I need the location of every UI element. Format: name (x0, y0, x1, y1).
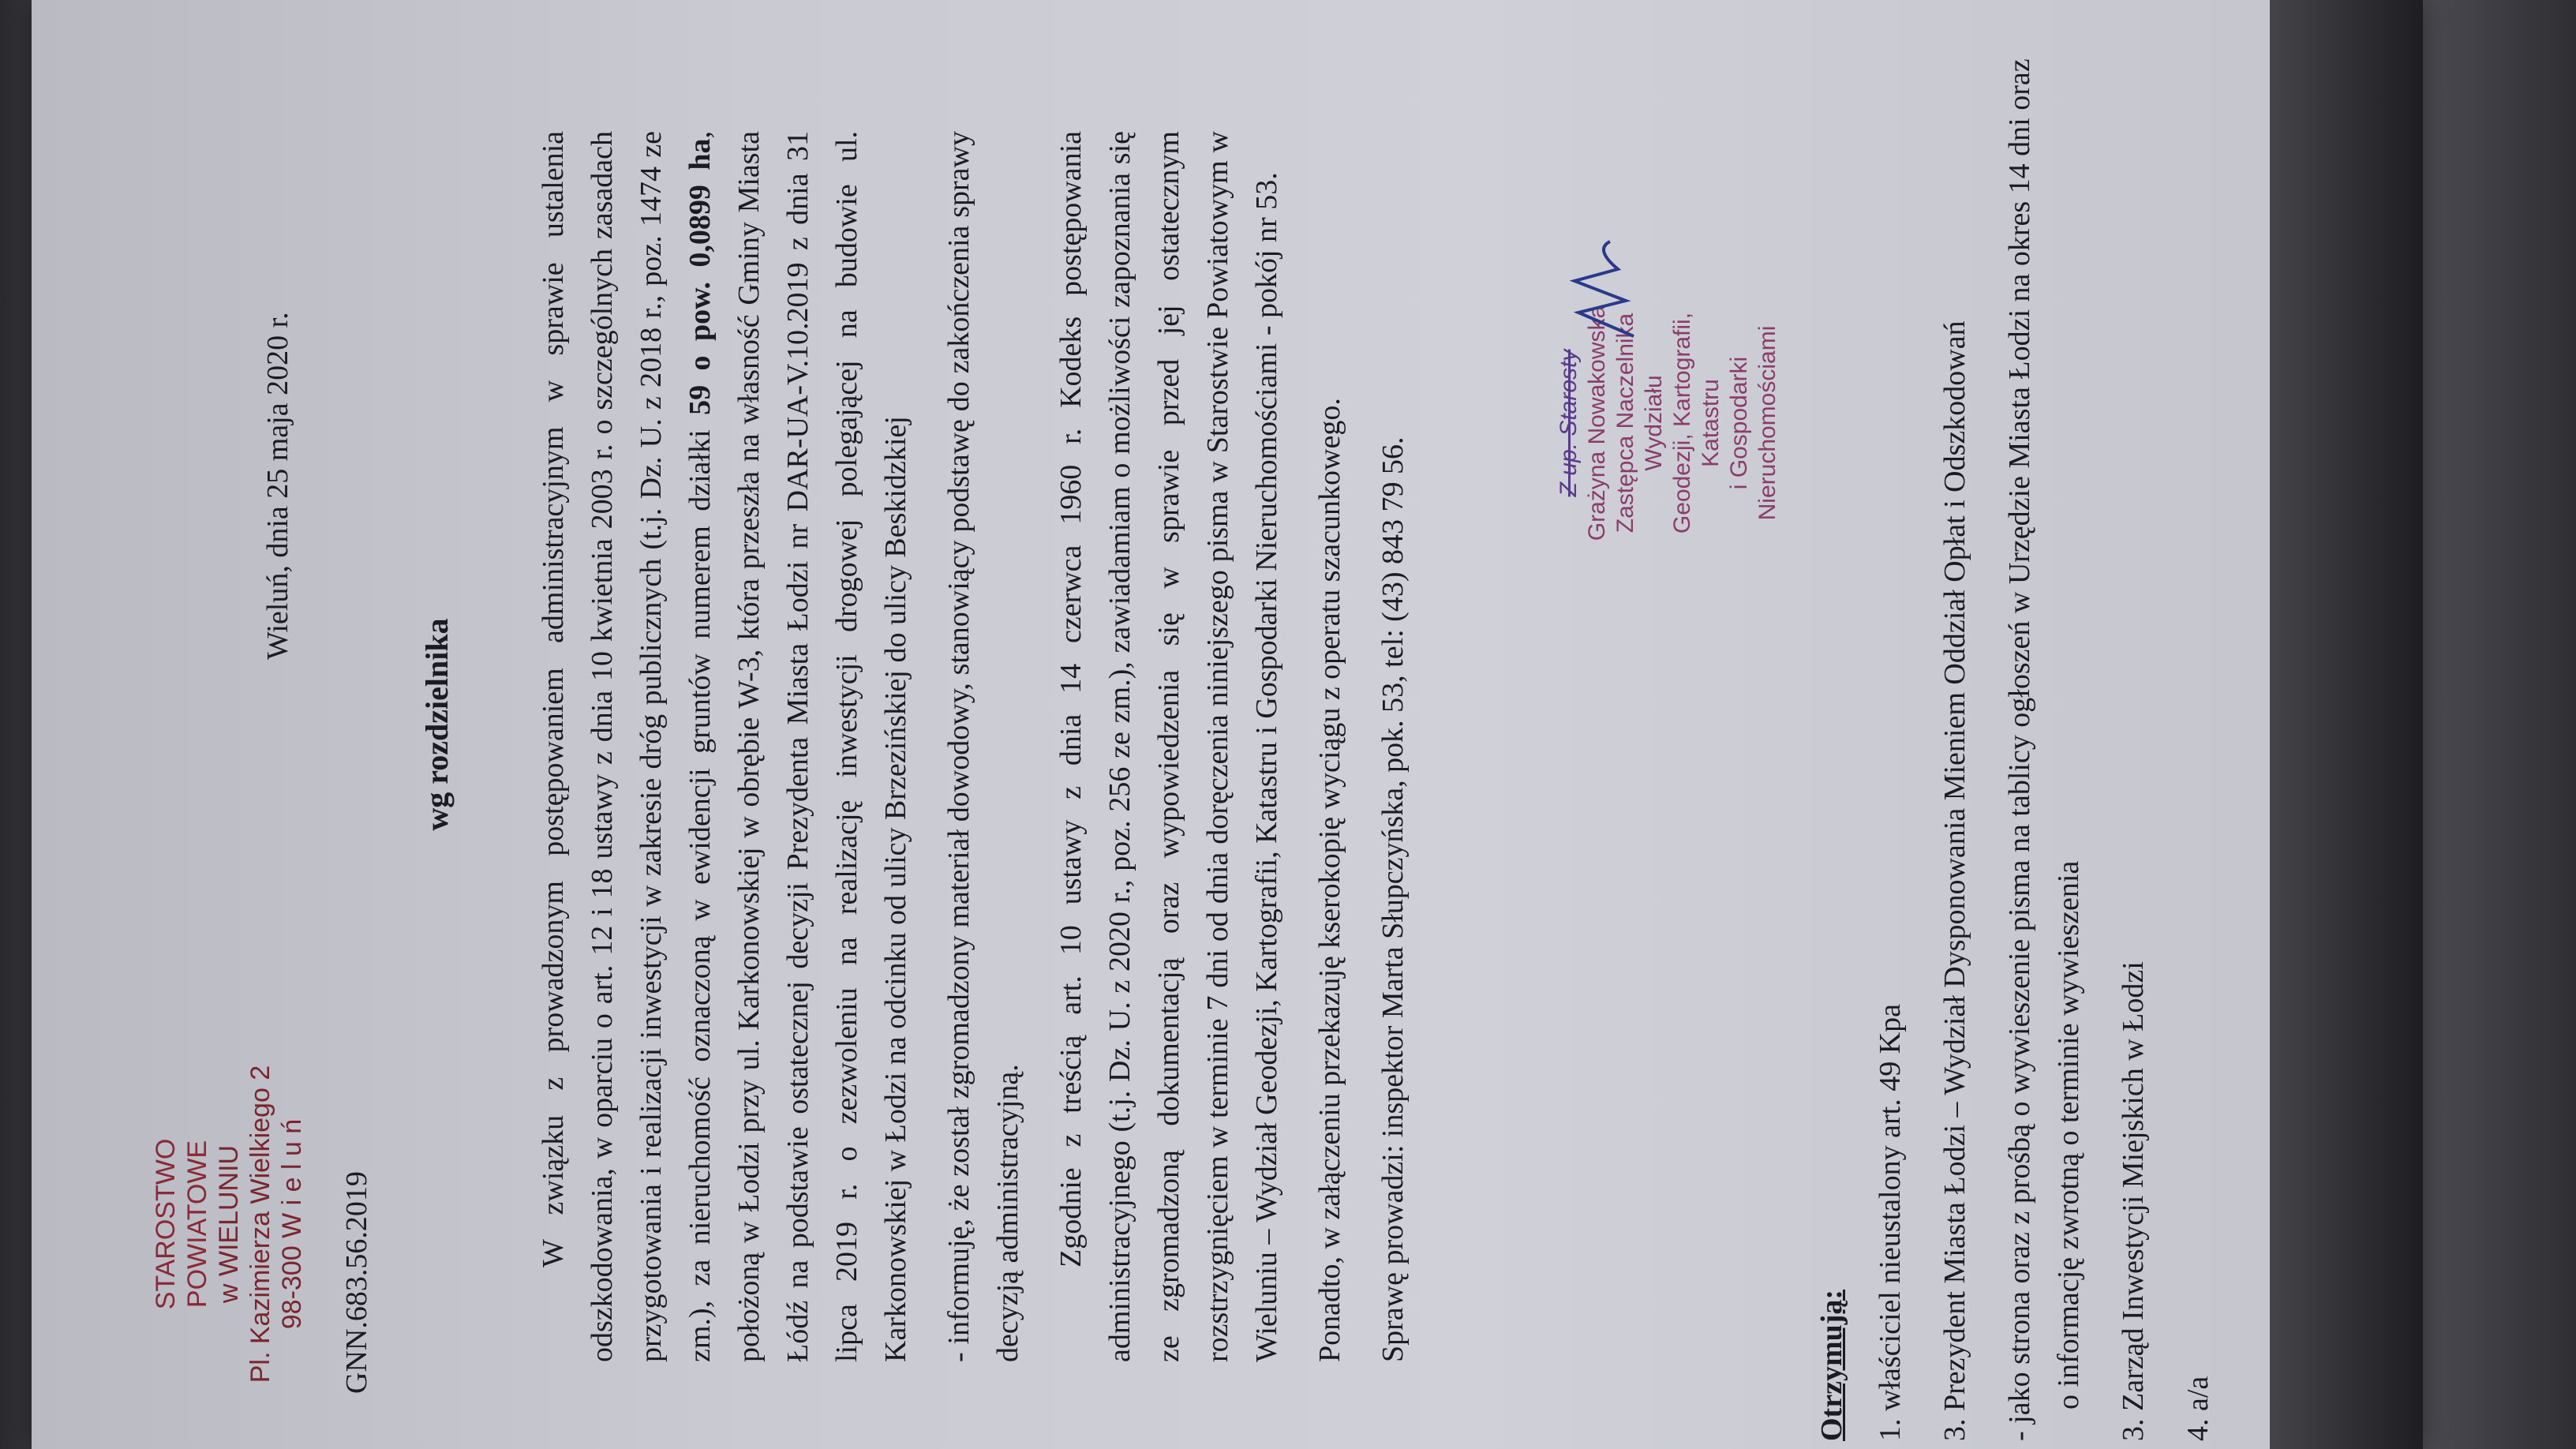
signature-name: Grażyna Nowakowska (1584, 305, 1610, 541)
document-body (529, 131, 1432, 1362)
paragraph-4: Ponadto, w załączeniu przekazuję kserokopię wyciągu z operatu szacunkowego. (1313, 398, 1346, 1362)
document-heading: wg rozdzielnika (419, 618, 455, 831)
stamp-line-3: Pl. Kazimierza Wielkiego 2 (245, 1065, 275, 1383)
stamp-line-4: 98-300 W i e l u ń (277, 1118, 307, 1330)
signature-title-2: Geodezji, Kartografii, Katastru (1669, 312, 1724, 534)
office-stamp (150, 1054, 308, 1394)
recipients-header: Otrzymują: (1815, 1289, 1848, 1441)
parcel-bold: 59 o pow. 0,0899 ha (683, 138, 717, 415)
paragraph-5: Sprawę prowadzi: inspektor Marta Słupczyńska, pok. 53, tel: (43) 843 79 56. (1376, 436, 1410, 1362)
reference-number: GNN.683.56.2019 (340, 1171, 373, 1394)
paragraph-1-text-a: W związku z prowadzonym postępowaniem administracyjnym w sprawie ustalenia odszkodowania, w oparciu o art. 12 i 18 ustawy z dnia 10 kwietnia 2003 r. o szczególnych zasadach przygotowania i realizacji inwestycji w zakresie dróg publicznych (t.j. Dz. U. z 2018 r., poz. 1474 ze zm.), za nieruchomość oznaczoną w ewidencji gruntów numerem działki (537, 131, 717, 1362)
signature-title-1: Zastępca Naczelnika Wydziału (1612, 313, 1667, 534)
recipient-item: 4. a/a (2181, 1376, 2215, 1441)
paragraph-1-text-b: , położoną w Łodzi przy ul. Karkonowskiej w obrębie W-3, która przeszła na własność Gminy Miasta Łódź na podstawie ostatecznej decyzji Prezydenta Miasta Łodzi nr DAR-UA-V.10.2019 z dnia 31 lipca 2019 r. o zezwoleniu na realizację inwestycji drogowej polegającej na budowie ul. Karkonowskiej w Łodzi na odcinku od ulicy Brzezińskiej do ulicy Beskidzkiej (683, 131, 912, 1362)
document-page (32, 0, 2423, 1449)
document-date: Wieluń, dnia 25 maja 2020 r. (261, 312, 294, 660)
signature-authority: Z up. Starosty (1556, 349, 1582, 497)
recipient-item: 3. Zarząd Inwestycji Miejskich w Łodzi (2117, 961, 2150, 1441)
paragraph-2: - informuję, że został zgromadzony materiał dowodowy, stanowiący podstawę do zakończenia sprawy decyzją administracyjną. (942, 131, 1024, 1362)
recipients-list (1807, 36, 2238, 1441)
recipient-item: - jako strona oraz z prośbą o wywieszenie pisma na tablicy ogłoszeń w Urzędzie Miasta Łodzi na okres 14 dni oraz o informację zwrotną o terminie wywieszenia (2003, 58, 2085, 1441)
paragraph-1 (529, 131, 920, 1362)
signature-title-3: i Gospodarki Nieruchomościami (1726, 325, 1780, 521)
recipient-item: 3. Prezydent Miasta Łodzi – Wydział Dysponowania Mieniem Oddział Opłat i Odszkodowań (1938, 320, 1971, 1441)
handwritten-signature-icon (1563, 234, 1657, 344)
stamp-line-1: STAROSTWO POWIATOWE (151, 1138, 212, 1310)
stamp-line-2: w WIELUNIU (214, 1144, 244, 1304)
paragraph-3: Zgodnie z treścią art. 10 ustawy z dnia 14 czerwca 1960 r. Kodeks postępowania administracyjnego (t.j. Dz. U. z 2020 r., poz. 256 ze zm.), zawiadamiam o możliwości zapoznania się ze zgromadzoną dokumentacją oraz wypowiedzenia się w sprawie przed jej ostatecznym rozstrzygnięciem w terminie 7 dni od dnia doręczenia niniejszego pisma w Starostwie Powiatowym w Wieluniu – Wydział Geodezji, Kartografii, Katastru i Gospodarki Nieruchomościami - pokój nr 53. (1054, 131, 1283, 1362)
recipient-item: 1. właściciel nieustalony art. 49 Kpa (1874, 1003, 1907, 1441)
page-edge-shadow (2270, 0, 2423, 1449)
document-content (71, 0, 2391, 1449)
